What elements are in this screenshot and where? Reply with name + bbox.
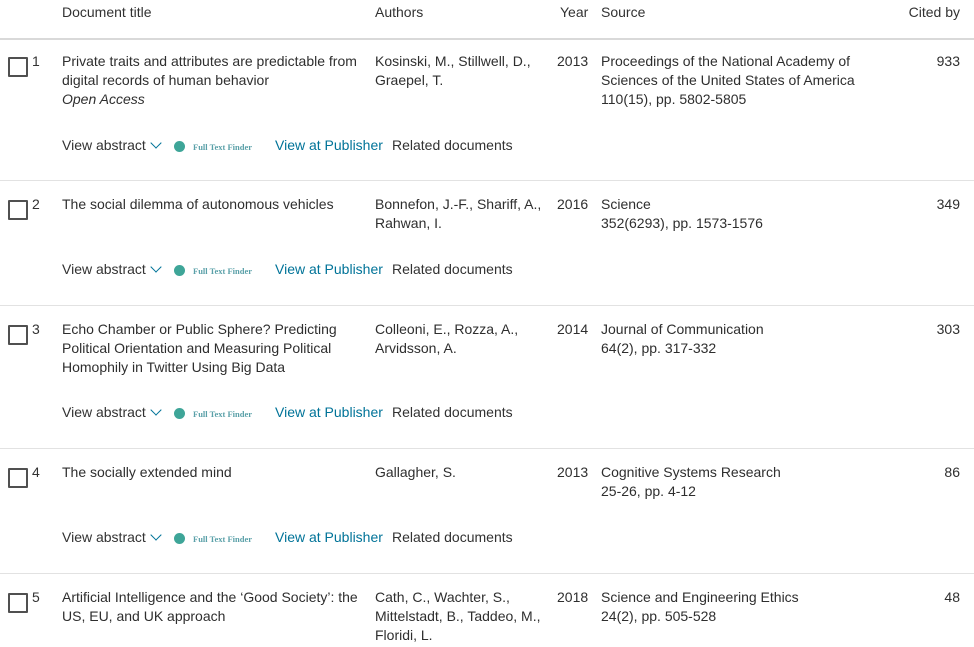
view-abstract-label: View abstract [62, 261, 146, 277]
full-text-finder-icon [174, 141, 185, 152]
source [601, 463, 861, 501]
full-text-finder-icon [174, 265, 185, 276]
column-header-authors[interactable]: Authors [375, 4, 424, 20]
view-abstract-label: View abstract [62, 404, 146, 420]
results-table-header [0, 0, 974, 40]
result-number: 2 [32, 196, 40, 212]
full-text-finder-label: Full Text Finder [193, 534, 253, 544]
view-abstract-toggle[interactable] [62, 404, 160, 420]
result-number: 3 [32, 321, 40, 337]
select-checkbox[interactable] [8, 593, 28, 613]
chevron-down-icon [150, 529, 161, 540]
open-access-label: Open Access [62, 91, 145, 107]
result-number: 4 [32, 464, 40, 480]
related-documents-link[interactable]: Related documents [392, 529, 513, 545]
source [601, 320, 861, 358]
cited-by-count[interactable]: 349 [936, 196, 960, 212]
authors[interactable]: Bonnefon, J.-F., Shariff, A., Rahwan, I. [375, 196, 542, 231]
source [601, 52, 861, 109]
source-title[interactable]: Science and Engineering Ethics [601, 589, 799, 605]
source-detail: 25-26, pp. 4-12 [601, 483, 696, 499]
source-detail: 64(2), pp. 317-332 [601, 340, 717, 356]
table-row [0, 40, 974, 181]
source-title[interactable]: Cognitive Systems Research [601, 464, 781, 480]
view-abstract-toggle[interactable] [62, 529, 160, 545]
view-abstract-toggle[interactable] [62, 137, 160, 153]
result-number: 5 [32, 589, 40, 605]
view-at-publisher-link[interactable]: View at Publisher [275, 261, 383, 277]
table-row [0, 306, 974, 449]
column-header-cited-by[interactable]: Cited by [908, 4, 960, 20]
full-text-finder-icon [174, 408, 185, 419]
document-title[interactable]: The social dilemma of autonomous vehicles [62, 196, 334, 212]
full-text-finder-link[interactable] [174, 139, 252, 152]
document-title[interactable]: Echo Chamber or Public Sphere? Predicting Political Orientation and Measuring Political Homophily in Twitter Using Big Data [62, 321, 337, 375]
column-header-source[interactable]: Source [601, 4, 646, 20]
chevron-down-icon [150, 137, 161, 148]
select-checkbox[interactable] [8, 200, 28, 220]
view-abstract-label: View abstract [62, 529, 146, 545]
source-detail: 24(2), pp. 505-528 [601, 608, 717, 624]
select-checkbox[interactable] [8, 57, 28, 77]
authors[interactable]: Colleoni, E., Rozza, A., Arvidsson, A. [375, 321, 519, 356]
view-abstract-label: View abstract [62, 137, 146, 153]
full-text-finder-link[interactable] [174, 406, 252, 419]
authors[interactable]: Cath, C., Wachter, S., Mittelstadt, B., Taddeo, M., Floridi, L. [375, 589, 541, 643]
related-documents-link[interactable]: Related documents [392, 137, 513, 153]
source-title[interactable]: Proceedings of the National Academy of Sciences of the United States of America [601, 53, 855, 88]
cited-by-count[interactable]: 86 [944, 464, 960, 480]
full-text-finder-link[interactable] [174, 263, 252, 276]
document-title-link[interactable] [62, 52, 362, 109]
full-text-finder-icon [174, 533, 185, 544]
source-title[interactable]: Science [601, 196, 651, 212]
result-number: 1 [32, 53, 40, 69]
select-checkbox[interactable] [8, 468, 28, 488]
chevron-down-icon [150, 261, 161, 272]
view-at-publisher-link[interactable]: View at Publisher [275, 404, 383, 420]
table-row [0, 574, 974, 647]
document-title[interactable]: Private traits and attributes are predictable from digital records of human behavior [62, 53, 357, 88]
year: 2013 [557, 53, 589, 69]
source-title[interactable]: Journal of Communication [601, 321, 764, 337]
select-checkbox[interactable] [8, 325, 28, 345]
related-documents-link[interactable]: Related documents [392, 261, 513, 277]
full-text-finder-link[interactable] [174, 531, 252, 544]
year: 2013 [557, 464, 589, 480]
year: 2018 [557, 589, 589, 605]
document-title[interactable]: Artificial Intelligence and the ‘Good Society’: the US, EU, and UK approach [62, 589, 358, 624]
table-row [0, 181, 974, 306]
authors[interactable]: Gallagher, S. [375, 464, 456, 480]
column-header-year[interactable]: Year [560, 4, 589, 20]
column-header-document-title[interactable]: Document title [62, 4, 152, 20]
cited-by-count[interactable]: 48 [944, 589, 960, 605]
full-text-finder-label: Full Text Finder [193, 409, 253, 419]
related-documents-link[interactable]: Related documents [392, 404, 513, 420]
full-text-finder-label: Full Text Finder [193, 142, 253, 152]
cited-by-count[interactable]: 303 [936, 321, 960, 337]
table-row [0, 449, 974, 574]
full-text-finder-label: Full Text Finder [193, 266, 253, 276]
view-abstract-toggle[interactable] [62, 261, 160, 277]
authors[interactable]: Kosinski, M., Stillwell, D., Graepel, T. [375, 53, 531, 88]
year: 2014 [557, 321, 589, 337]
chevron-down-icon [150, 404, 161, 415]
source-detail: 110(15), pp. 5802-5805 [601, 91, 747, 107]
year: 2016 [557, 196, 589, 212]
view-at-publisher-link[interactable]: View at Publisher [275, 529, 383, 545]
source [601, 588, 861, 626]
view-at-publisher-link[interactable]: View at Publisher [275, 137, 383, 153]
document-title[interactable]: The socially extended mind [62, 464, 232, 480]
source-detail: 352(6293), pp. 1573-1576 [601, 215, 763, 231]
source [601, 195, 861, 233]
cited-by-count[interactable]: 933 [936, 53, 960, 69]
